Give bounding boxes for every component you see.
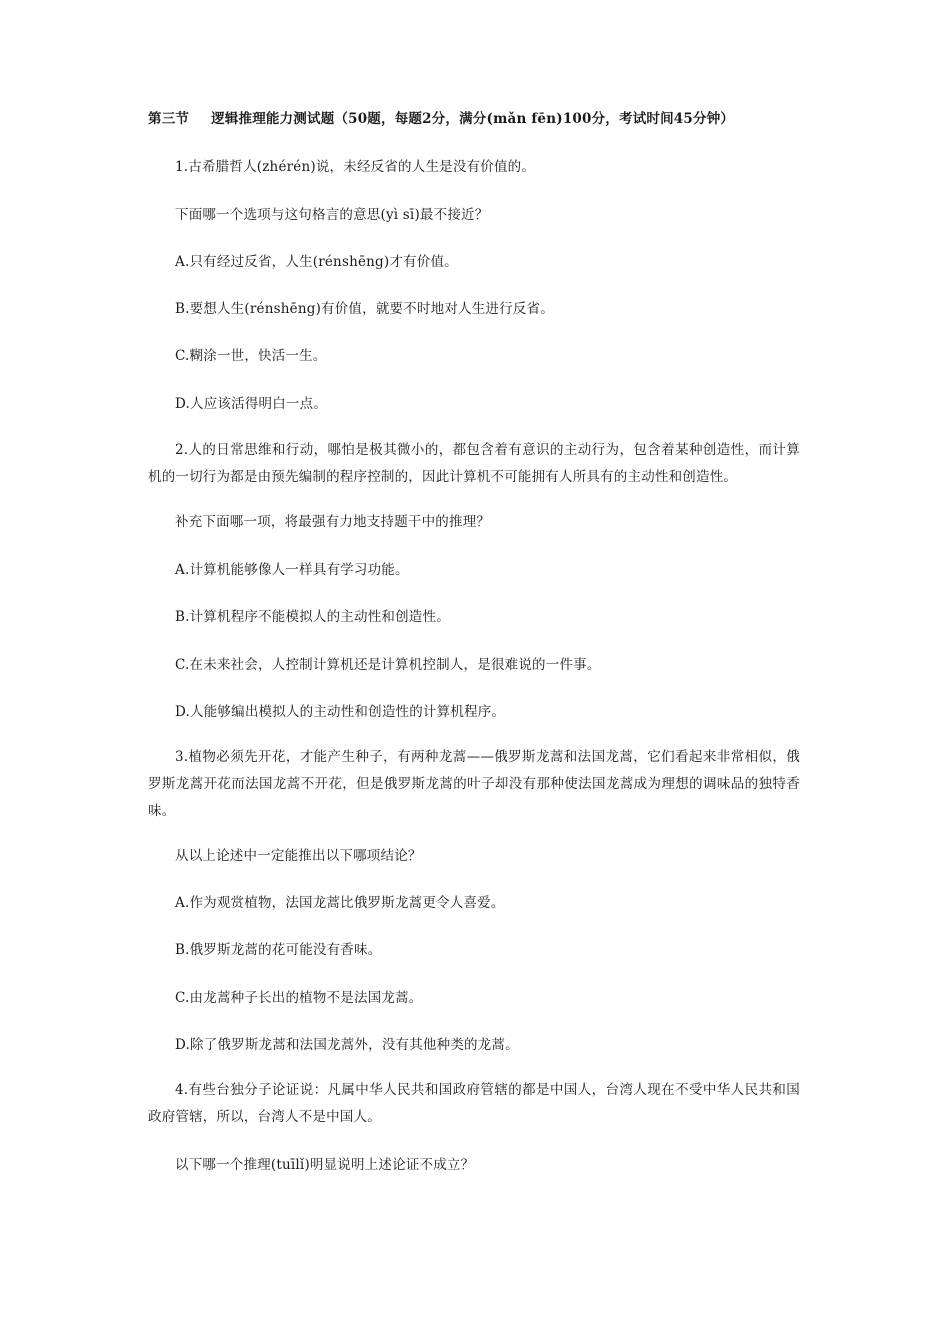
q2-option-a: A.计算机能够像人一样具有学习功能。 <box>175 562 409 578</box>
q1-option-c: C.糊涂一世，快活一生。 <box>175 348 327 364</box>
q2-option-c: C.在未来社会，人控制计算机还是计算机控制人，是很难说的一件事。 <box>175 657 601 673</box>
section-title: 逻辑推理能力测试题（50题，每题2分，满分(mǎn fēn)100分，考试时间45分钟） <box>211 111 735 127</box>
q1-prompt: 下面哪一个选项与这句格言的意思(yì sī)最不接近？ <box>175 207 489 223</box>
q3-option-a: A.作为观赏植物，法国龙蒿比俄罗斯龙蒿更令人喜爱。 <box>175 895 505 911</box>
section-number: 第三节 <box>148 111 190 127</box>
q2-stem: 2.人的日常思维和行动，哪怕是极其微小的，都包含着有意识的主动行为，包含着某种创造性，而计算机的一切行为都是由预先编制的程序控制的，因此计算机不可能拥有人所具有的主动性和创造性。 <box>148 442 800 485</box>
q3-prompt: 从以上论述中一定能推出以下哪项结论？ <box>175 848 422 864</box>
q4-stem: 4.有些台独分子论证说：凡属中华人民共和国政府管辖的都是中国人，台湾人现在不受中华人民共和国政府管辖，所以，台湾人不是中国人。 <box>148 1082 800 1125</box>
q1-option-a: A.只有经过反省，人生(rénshēng)才有价值。 <box>175 254 458 270</box>
q1-option-d: D.人应该活得明白一点。 <box>175 396 328 412</box>
q2-option-d: D.人能够编出模拟人的主动性和创造性的计算机程序。 <box>175 704 506 720</box>
q3-option-c: C.由龙蒿种子长出的植物不是法国龙蒿。 <box>175 990 423 1006</box>
q2-option-b: B.计算机程序不能模拟人的主动性和创造性。 <box>175 609 450 625</box>
q3-option-b: B.俄罗斯龙蒿的花可能没有香味。 <box>175 942 382 958</box>
q1-stem: 1.古希腊哲人(zhérén)说，未经反省的人生是没有价值的。 <box>175 159 536 175</box>
q1-option-b: B.要想人生(rénshēng)有价值，就要不时地对人生进行反省。 <box>175 301 554 317</box>
q3-option-d: D.除了俄罗斯龙蒿和法国龙蒿外，没有其他种类的龙蒿。 <box>175 1037 519 1053</box>
q4-prompt: 以下哪一个推理(tuīlǐ)明显说明上述论证不成立？ <box>175 1157 475 1173</box>
q2-prompt: 补充下面哪一项，将最强有力地支持题干中的推理？ <box>175 514 491 530</box>
q3-stem: 3.植物必须先开花，才能产生种子，有两种龙蒿——俄罗斯龙蒿和法国龙蒿，它们看起来非常相似，俄罗斯龙蒿开花而法国龙蒿不开花，但是俄罗斯龙蒿的叶子却没有那种使法国龙蒿成为理想的调味品的独特香味。 <box>148 749 800 819</box>
section-heading <box>148 109 734 129</box>
